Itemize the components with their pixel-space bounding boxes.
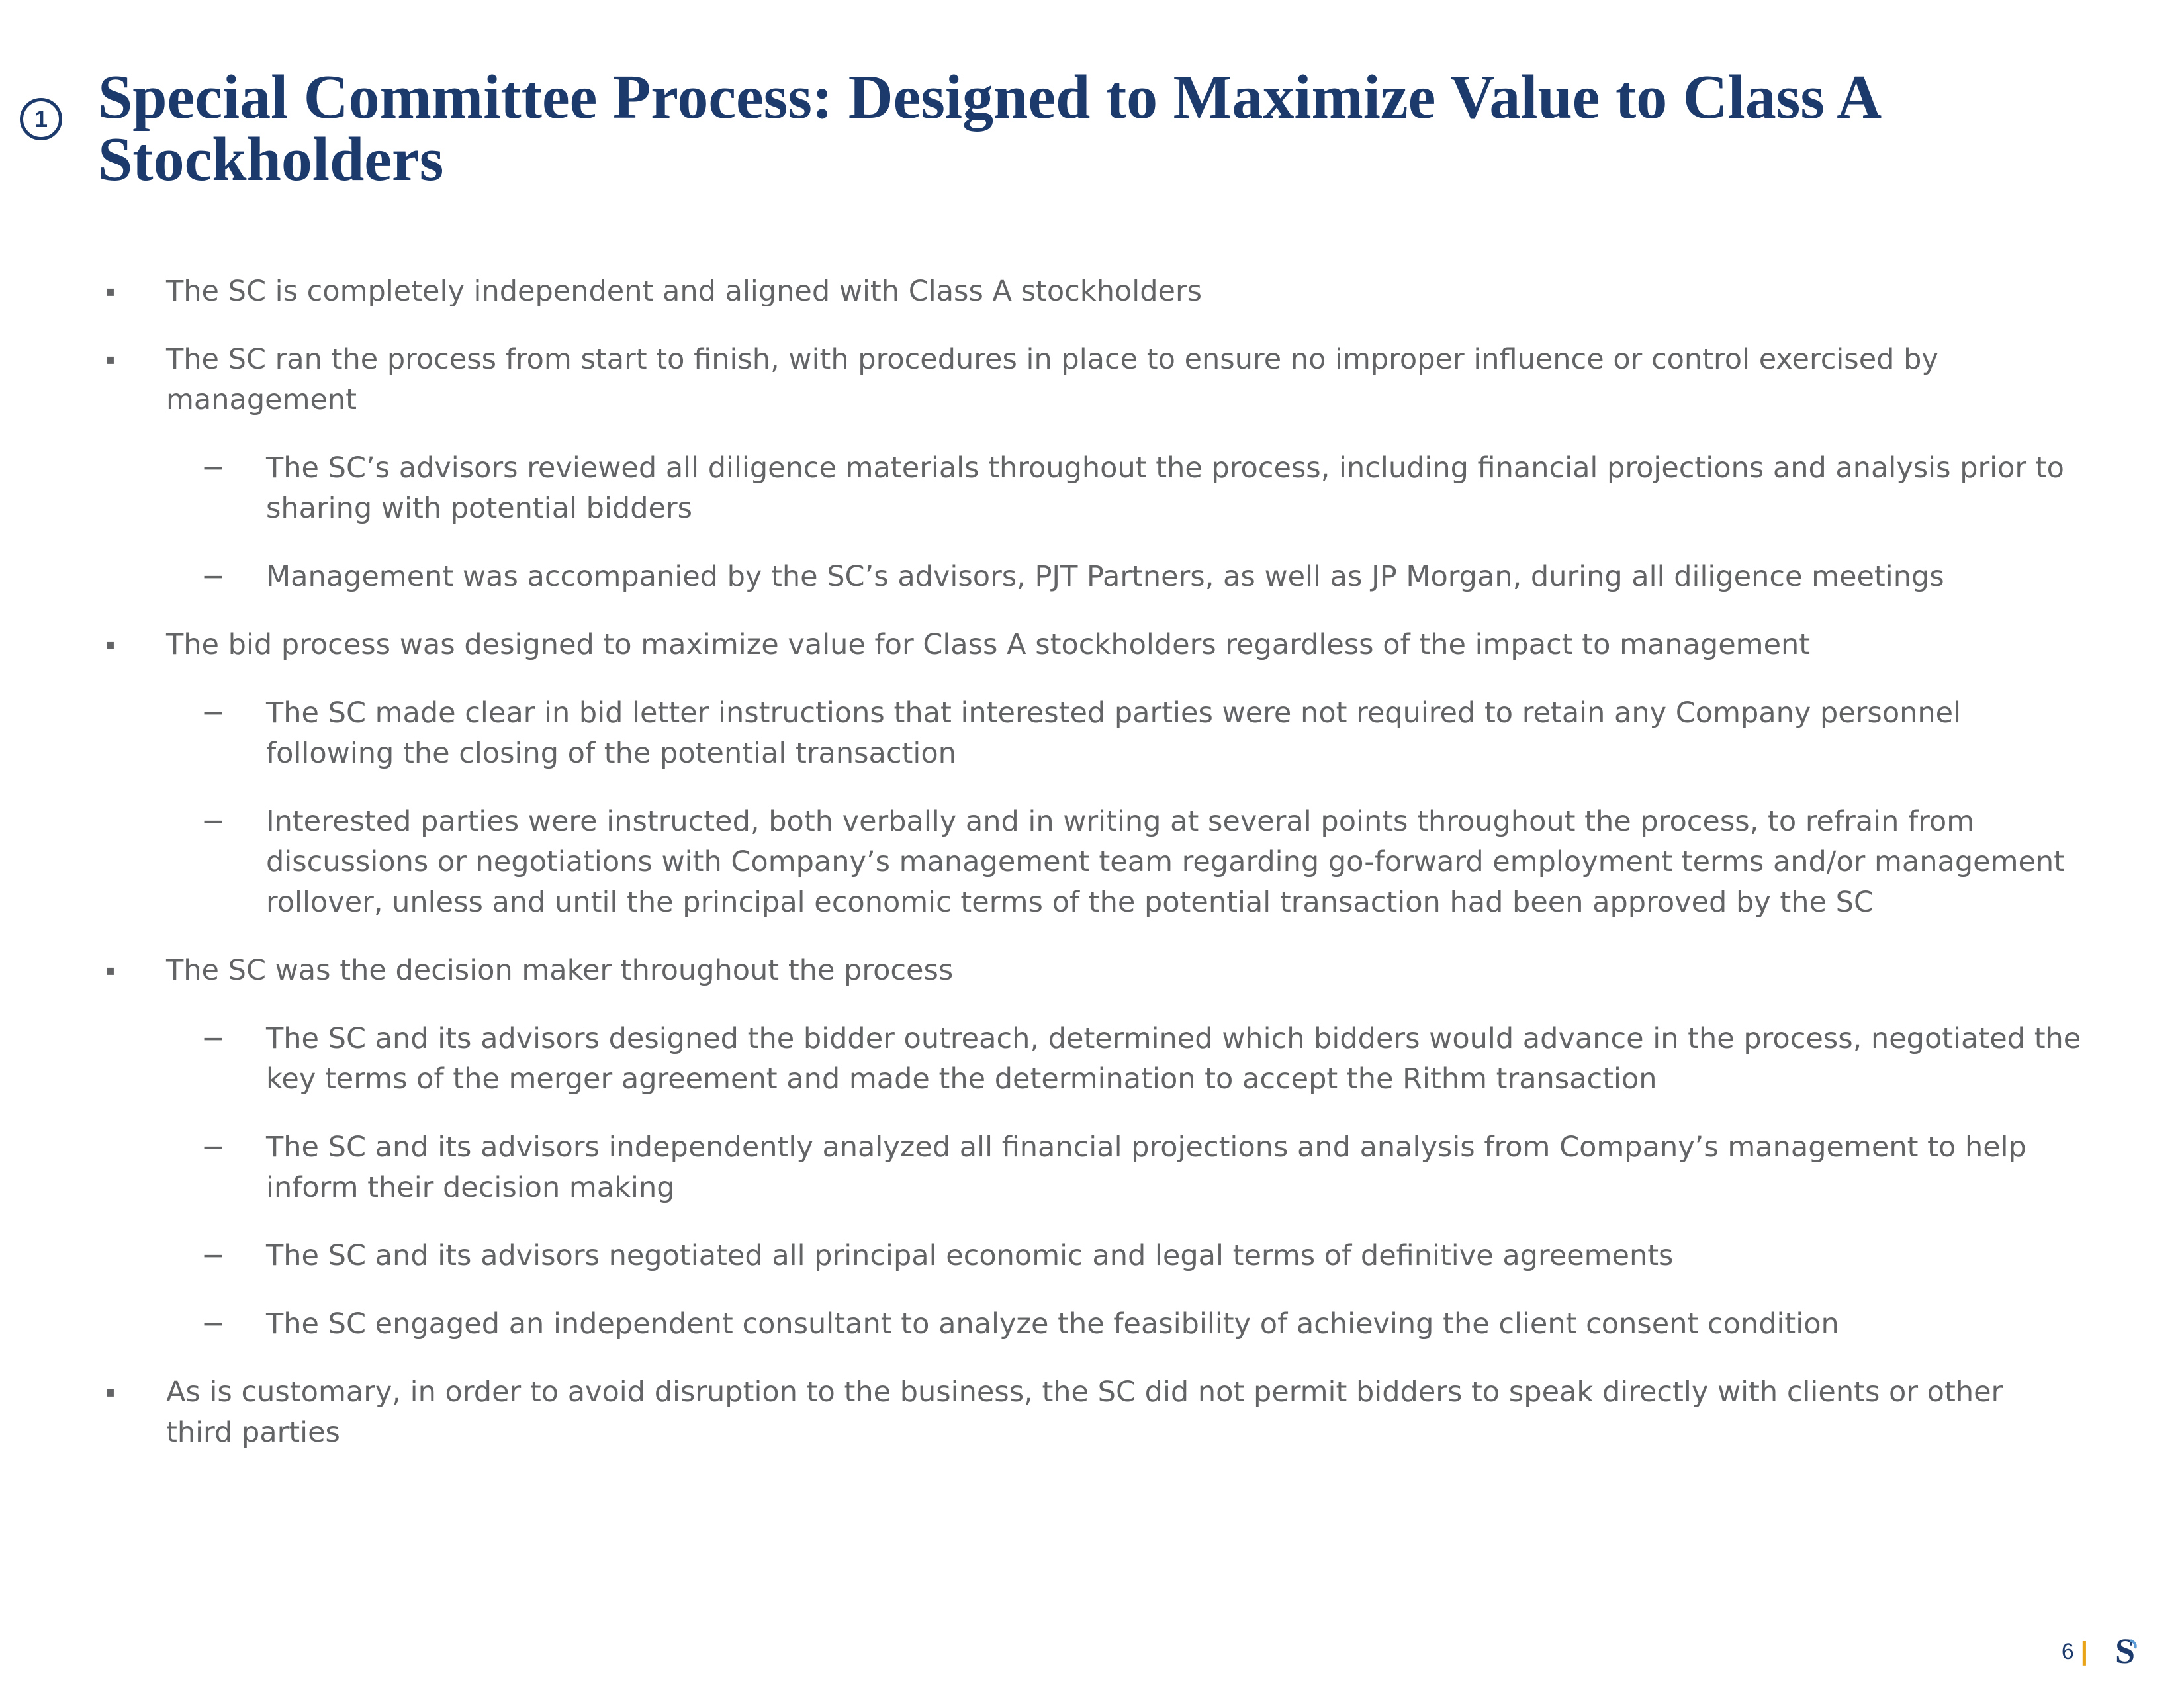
bullet-text: The SC is completely independent and aligned with Class A stockholders bbox=[166, 275, 1203, 308]
bullet-item bbox=[105, 1372, 2072, 1453]
page-number: 6 bbox=[2061, 1639, 2074, 1664]
sub-bullet-text: The SC and its advisors negotiated all principal economic and legal terms of definitive agreements bbox=[266, 1239, 1674, 1272]
square-bullet-icon: ▪ bbox=[105, 637, 115, 653]
dash-bullet-icon: − bbox=[201, 696, 226, 729]
sub-bullet-text: The SC and its advisors independently analyzed all financial projections and analysis from Company’s management to help inform their decision making bbox=[266, 1131, 2026, 1204]
sub-bullet-item bbox=[201, 557, 2093, 597]
sub-bullet-item bbox=[201, 1236, 2093, 1276]
sub-bullet-item bbox=[201, 448, 2093, 529]
sub-bullet-text: Management was accompanied by the SC’s advisors, PJT Partners, as well as JP Morgan, during all diligence meetings bbox=[266, 560, 1944, 593]
sub-bullet-text: Interested parties were instructed, both verbally and in writing at several points throughout the process, to refrain from discussions or negotiations with Company’s management team regarding go-forward employment terms and/or management rollover, unless and until the principal economic terms of the potential transaction had been approved by the SC bbox=[266, 805, 2066, 919]
sub-bullet-item bbox=[201, 1304, 2093, 1344]
sub-bullet-item bbox=[201, 1127, 2093, 1208]
dash-bullet-icon: − bbox=[201, 1131, 226, 1164]
sub-bullet-item bbox=[201, 802, 2093, 923]
dash-bullet-icon: − bbox=[201, 560, 226, 593]
square-bullet-icon: ▪ bbox=[105, 283, 115, 300]
bullet-text: The SC ran the process from start to finish, with procedures in place to ensure no improper influence or control exercised by management bbox=[166, 343, 1938, 416]
dash-bullet-icon: − bbox=[201, 805, 226, 838]
bullet-item bbox=[105, 625, 2072, 665]
dash-bullet-icon: − bbox=[201, 451, 226, 485]
bullet-item bbox=[105, 271, 2072, 312]
square-bullet-icon: ▪ bbox=[105, 352, 115, 368]
sub-bullet-item bbox=[201, 1019, 2093, 1100]
bullet-text: As is customary, in order to avoid disruption to the business, the SC did not permit bidders to speak directly with clients or other third parties bbox=[166, 1376, 2003, 1449]
bullet-text: The bid process was designed to maximize value for Class A stockholders regardless of the impact to management bbox=[166, 628, 1811, 661]
sub-bullet-text: The SC made clear in bid letter instructions that interested parties were not required to retain any Company personnel following the closing of the potential transaction bbox=[266, 696, 1962, 770]
sub-bullet-text: The SC engaged an independent consultant to analyze the feasibility of achieving the client consent condition bbox=[266, 1307, 1839, 1340]
bullet-item bbox=[105, 951, 2072, 991]
page-title: Special Committee Process: Designed to Maximize Value to Class A Stockholders bbox=[98, 63, 1878, 194]
company-logo-icon bbox=[2110, 1634, 2140, 1668]
page-footer bbox=[2062, 1637, 2088, 1667]
dash-bullet-icon: − bbox=[201, 1022, 226, 1055]
dash-bullet-icon: − bbox=[201, 1239, 226, 1272]
section-number-badge: 1 bbox=[20, 98, 62, 140]
sub-bullet-item bbox=[201, 693, 2093, 774]
bullet-list bbox=[0, 271, 2184, 1481]
square-bullet-icon: ▪ bbox=[105, 962, 115, 979]
sub-bullet-text: The SC’s advisors reviewed all diligence materials throughout the process, including financial projections and analysis prior to sharing with potential bidders bbox=[266, 451, 2064, 525]
logo-letter: S bbox=[2115, 1634, 2136, 1668]
square-bullet-icon: ▪ bbox=[105, 1384, 115, 1401]
footer-separator: | bbox=[2080, 1637, 2088, 1666]
sub-bullet-text: The SC and its advisors designed the bidder outreach, determined which bidders would advance in the process, negotiated the key terms of the merger agreement and made the determination to accept the Rithm transaction bbox=[266, 1022, 2081, 1096]
bullet-item bbox=[105, 340, 2072, 420]
bullet-text: The SC was the decision maker throughout the process bbox=[166, 954, 954, 987]
dash-bullet-icon: − bbox=[201, 1307, 226, 1340]
